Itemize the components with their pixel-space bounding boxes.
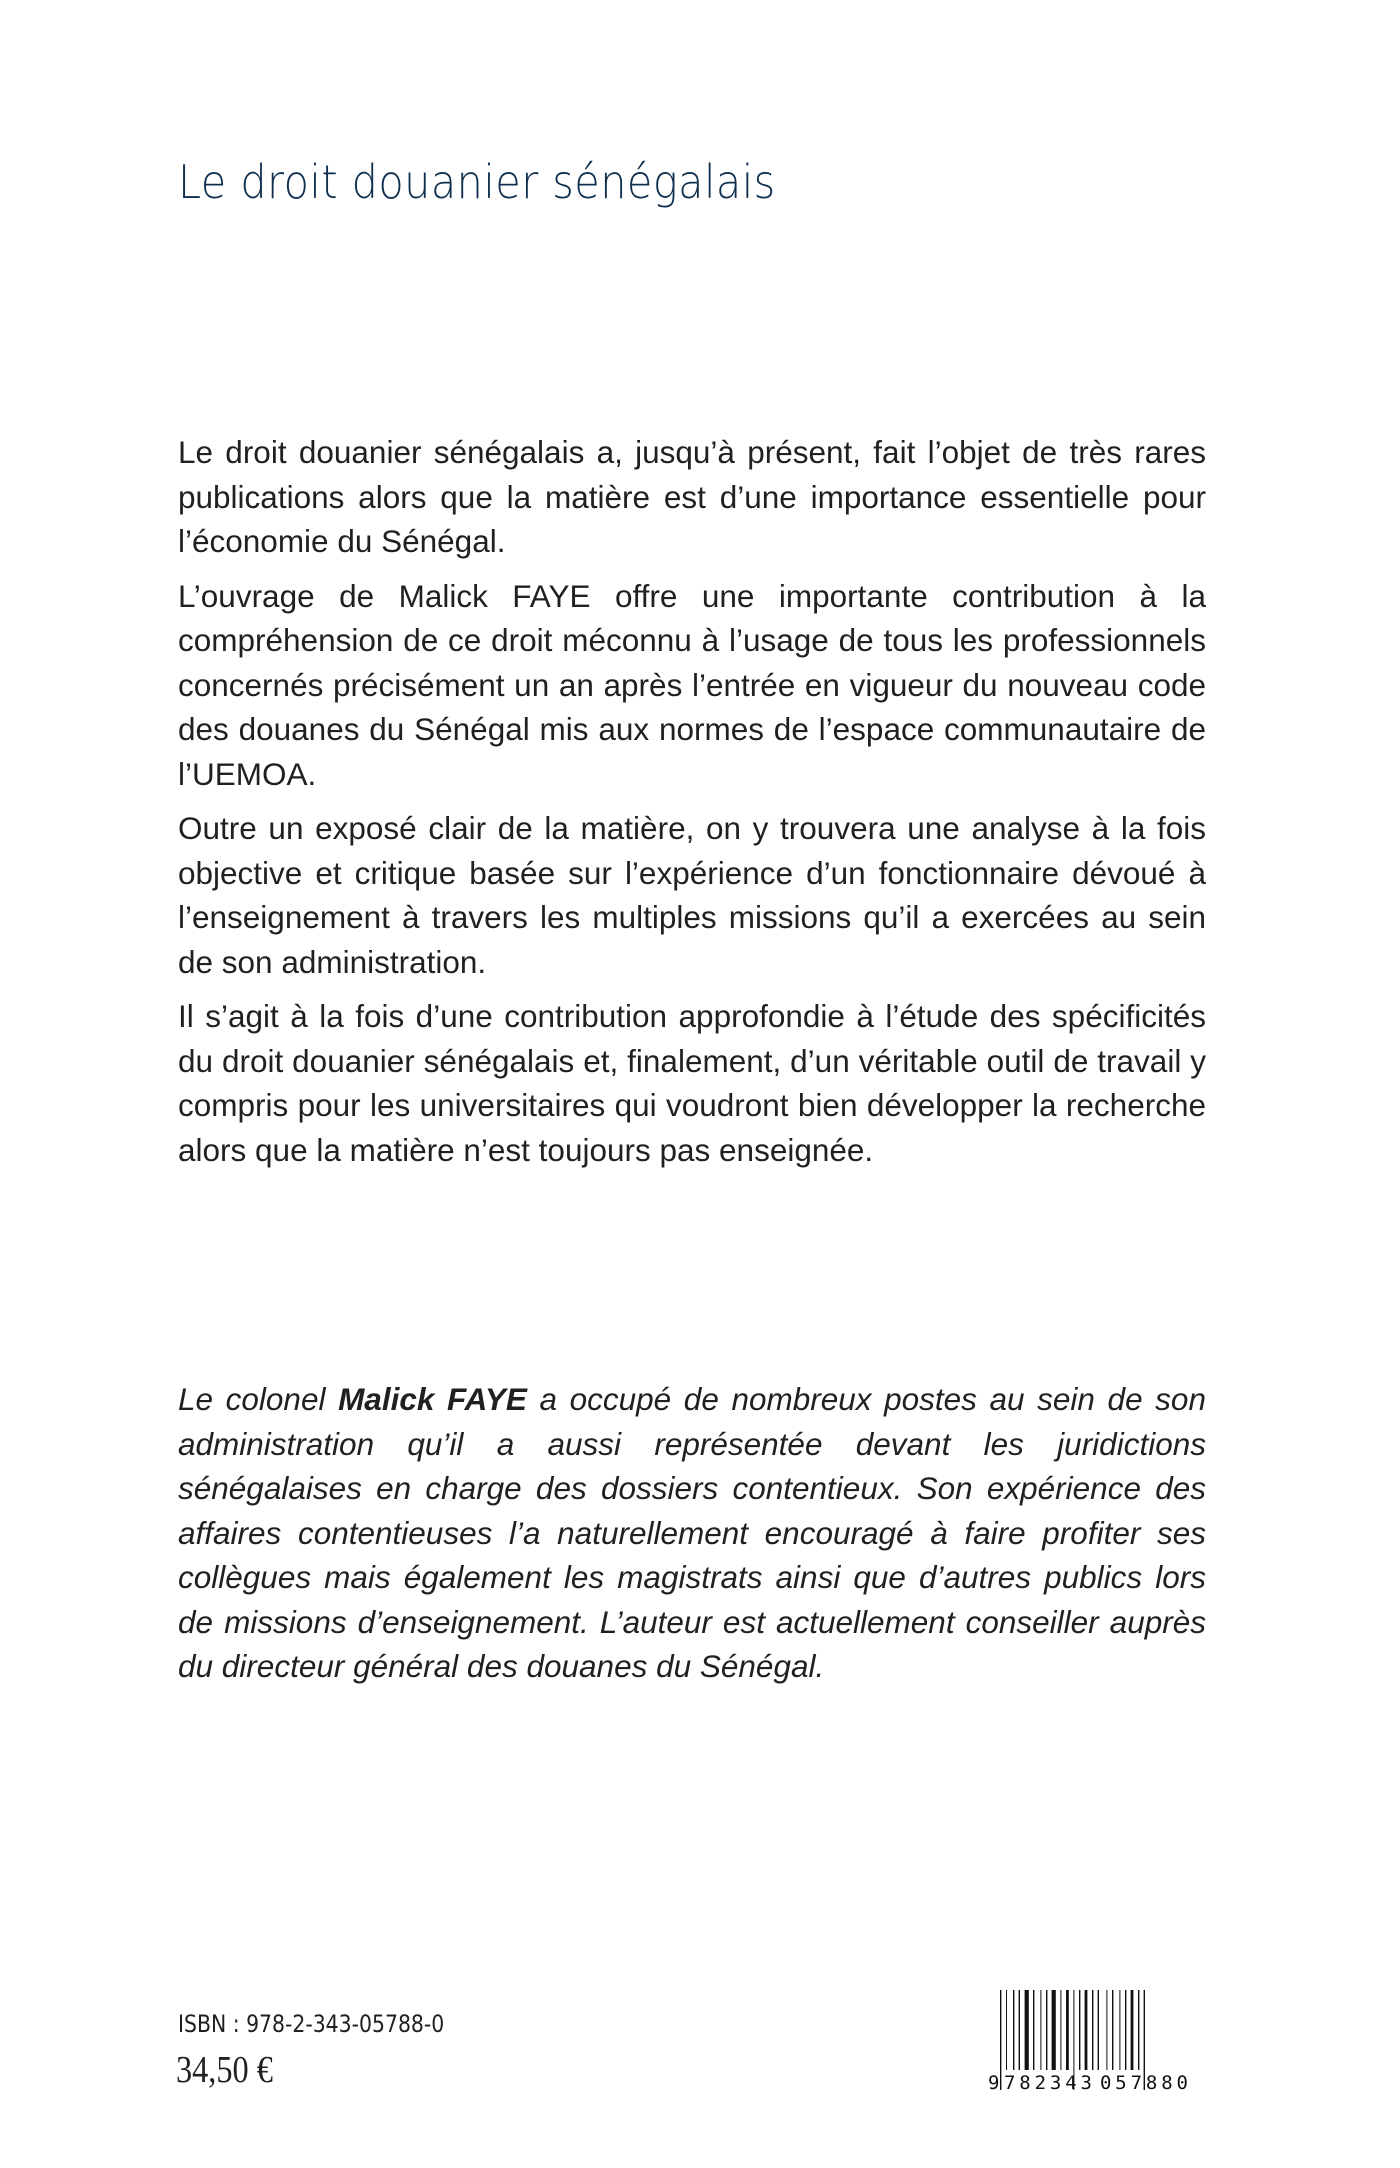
barcode-bar (1112, 1990, 1113, 2070)
barcode-bar (1025, 1990, 1029, 2070)
barcode-digits-left: 782343 (1004, 2072, 1092, 2092)
barcode-bar (1000, 1990, 1001, 2090)
barcode-bar (1066, 1990, 1069, 2070)
barcode-bar (1085, 1990, 1088, 2070)
barcode-bar (1119, 1990, 1120, 2070)
barcode-bar (1033, 1990, 1034, 2070)
barcode-bar (1131, 1990, 1134, 2070)
barcode-bar (1019, 1990, 1020, 2070)
bio-prefix: Le colonel (178, 1381, 339, 1417)
barcode (988, 1990, 1204, 2092)
summary-paragraph: Le droit douanier sénégalais a, jusqu’à présent, fait l’objet de très rares publications alors que la matière est d’une importance essentielle pour l’économie du Sénégal. (178, 434, 1206, 559)
barcode-bar (1052, 1990, 1056, 2070)
price: 34,50 € (176, 2049, 273, 2091)
barcode-bar (1144, 1990, 1145, 2090)
bio-text: a occupé de nombreux postes au sein de son administration qu’il a aussi représentée devant les juridictions sénégalaises en charge des dossiers contentieux. Son expérience des affaires contentieuses l’a naturellement encouragé à faire profiter ses collègues mais également les magistrats ainsi que d’autres publics lors de missions d’enseignement. L’auteur est actuellement conseiller auprès du directeur général des douanes du Sénégal. (178, 1381, 1206, 1684)
barcode-bar (1046, 1990, 1047, 2070)
author-bio (178, 1377, 1206, 1689)
isbn: ISBN : 978-2-343-05788-0 (178, 2010, 445, 2038)
barcode-bar (1098, 1990, 1099, 2070)
book-title: Le droit douanier sénégalais (178, 155, 776, 209)
barcode-bar (1079, 1990, 1080, 2070)
barcode-bar (1006, 1990, 1007, 2070)
summary-paragraph: Outre un exposé clair de la matière, on y trouvera une analyse à la fois objective et critique basée sur l’expérience d’un fonctionnaire dévoué à l’enseignement à travers les multiples missions qu’il a exercées au sein de son administration. (178, 810, 1206, 980)
summary-paragraph: Il s’agit à la fois d’une contribution approfondie à l’étude des spécificités du droit douanier sénégalais et, finalement, d’un véritable outil de travail y compris pour les universitaires qui voudront bien développer la recherche alors que la matière n’est toujours pas enseignée. (178, 998, 1206, 1168)
summary-paragraph: L’ouvrage de Malick FAYE offre une importante contribution à la compréhension de ce droit méconnu à l’usage de tous les professionnels concernés précisément un an après l’entrée en vigueur du nouveau code des douanes du Sénégal mis aux normes de l’espace communautaire de l’UEMOA. (178, 577, 1206, 792)
barcode-bar (1060, 1990, 1061, 2070)
barcode-bar (1092, 1990, 1093, 2070)
barcode-bar (1040, 1990, 1041, 2070)
barcode-bar (1106, 1990, 1107, 2070)
author-name: Malick FAYE (338, 1381, 527, 1417)
barcode-digits-right: 057880 (1100, 2072, 1188, 2092)
barcode-digit-first: 9 (988, 2072, 1000, 2092)
barcode-bar (1125, 1990, 1126, 2070)
barcode-bar (1138, 1990, 1139, 2070)
barcode-bar (1013, 1990, 1014, 2070)
summary (178, 430, 1206, 1182)
